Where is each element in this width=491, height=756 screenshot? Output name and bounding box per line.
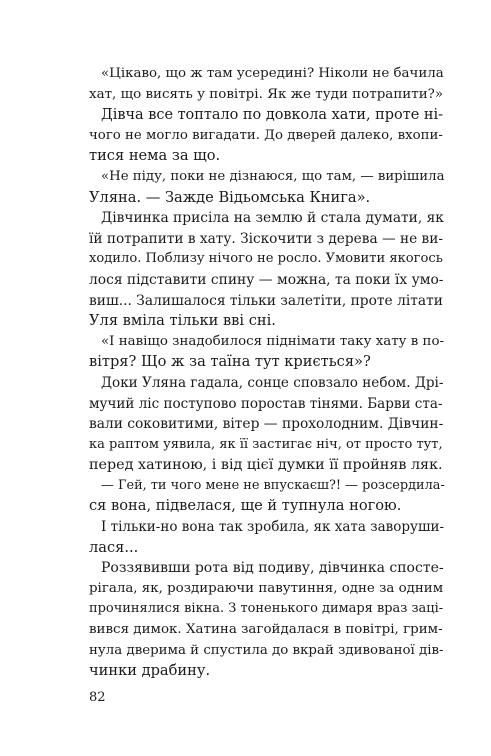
page-number: 82 — [89, 690, 106, 705]
text-line: прочинялися вікна. З тоненького димаря враз заці- — [89, 601, 444, 617]
paragraph — [89, 64, 445, 105]
text-line: Доки Уляна гадала, сонце сповзало небом. Дрі- — [101, 374, 444, 391]
text-line: ходило. Поблизу нічого не росло. Умовити якогось — [89, 251, 443, 267]
text-line: Уляна. — Зажде Відьомська Книга». — [89, 188, 371, 206]
text-line: виш... Залишалося тільки залетіти, проте літати — [89, 292, 443, 309]
text-line: лася... — [89, 538, 139, 556]
text-line: Роззявивши рота від подиву, дівчинка спосте- — [101, 560, 444, 577]
text-line: мучий ліс поступово поростав тінями. Барви ста- — [89, 395, 443, 412]
paragraph — [89, 558, 445, 682]
text-line: І тільки-но вона так зробила, як хата заворуши- — [101, 519, 445, 536]
text-line: ся вона, підвелася, ще й тупнула ногою. — [89, 497, 402, 515]
text-line: Дівча все топтало по довкола хати, проте ні- — [101, 107, 443, 124]
paragraph — [89, 332, 445, 373]
paragraph — [89, 373, 445, 476]
text-line: їй потрапити в хату. Зіскочити з дерева — не ви- — [89, 230, 443, 247]
text-line: чого не могло вигадати. До дверей далеко, вхопи- — [89, 127, 443, 143]
text-line: вітря? Що ж за таїна тут криється»? — [89, 353, 371, 371]
paragraph — [89, 167, 445, 208]
text-line: хат, що висять у повітрі. Як же туди потрапити?» — [89, 86, 444, 102]
page-body — [89, 64, 445, 682]
text-line: «І навіщо знадобилося піднімати таку хату в по- — [101, 333, 445, 349]
text-line: Дівчинка присіла на землю й стала думати, як — [101, 210, 444, 227]
text-line: тися нема за що. — [89, 147, 221, 165]
text-line: «Не піду, поки не дізнаюся, що там, — вирішила — [101, 168, 445, 184]
text-line: ка раптом уявила, як її застигає ніч, от просто тут, — [89, 436, 443, 452]
text-line: нула дверима й спустила до вкрай здивованої дів- — [89, 642, 444, 658]
paragraph — [89, 105, 445, 167]
paragraph — [89, 476, 445, 517]
text-line: вився димок. Хатина загойдалася в повітрі, грим- — [89, 622, 443, 638]
text-line: Уля вміла тільки вві сні. — [89, 312, 276, 330]
text-line: — Гей, ти чого мене не впускаєш?! — розсердила- — [101, 477, 445, 493]
text-line: лося підставити спину — можна, та поки їх умо- — [89, 271, 444, 288]
text-line: вали соковитими, вітер — прохолодним. Дівчин- — [89, 416, 444, 433]
text-line: чинки драбину. — [89, 662, 211, 680]
paragraph — [89, 517, 445, 558]
text-line: рігала, як, роздираючи павутиння, одне за одним — [89, 580, 444, 596]
paragraph — [89, 208, 445, 332]
text-line: перед хатиною, і від цієї думки її пройняв ляк. — [89, 457, 443, 474]
text-line: «Цікаво, що ж там усередині? Ніколи не бачила — [101, 66, 444, 81]
